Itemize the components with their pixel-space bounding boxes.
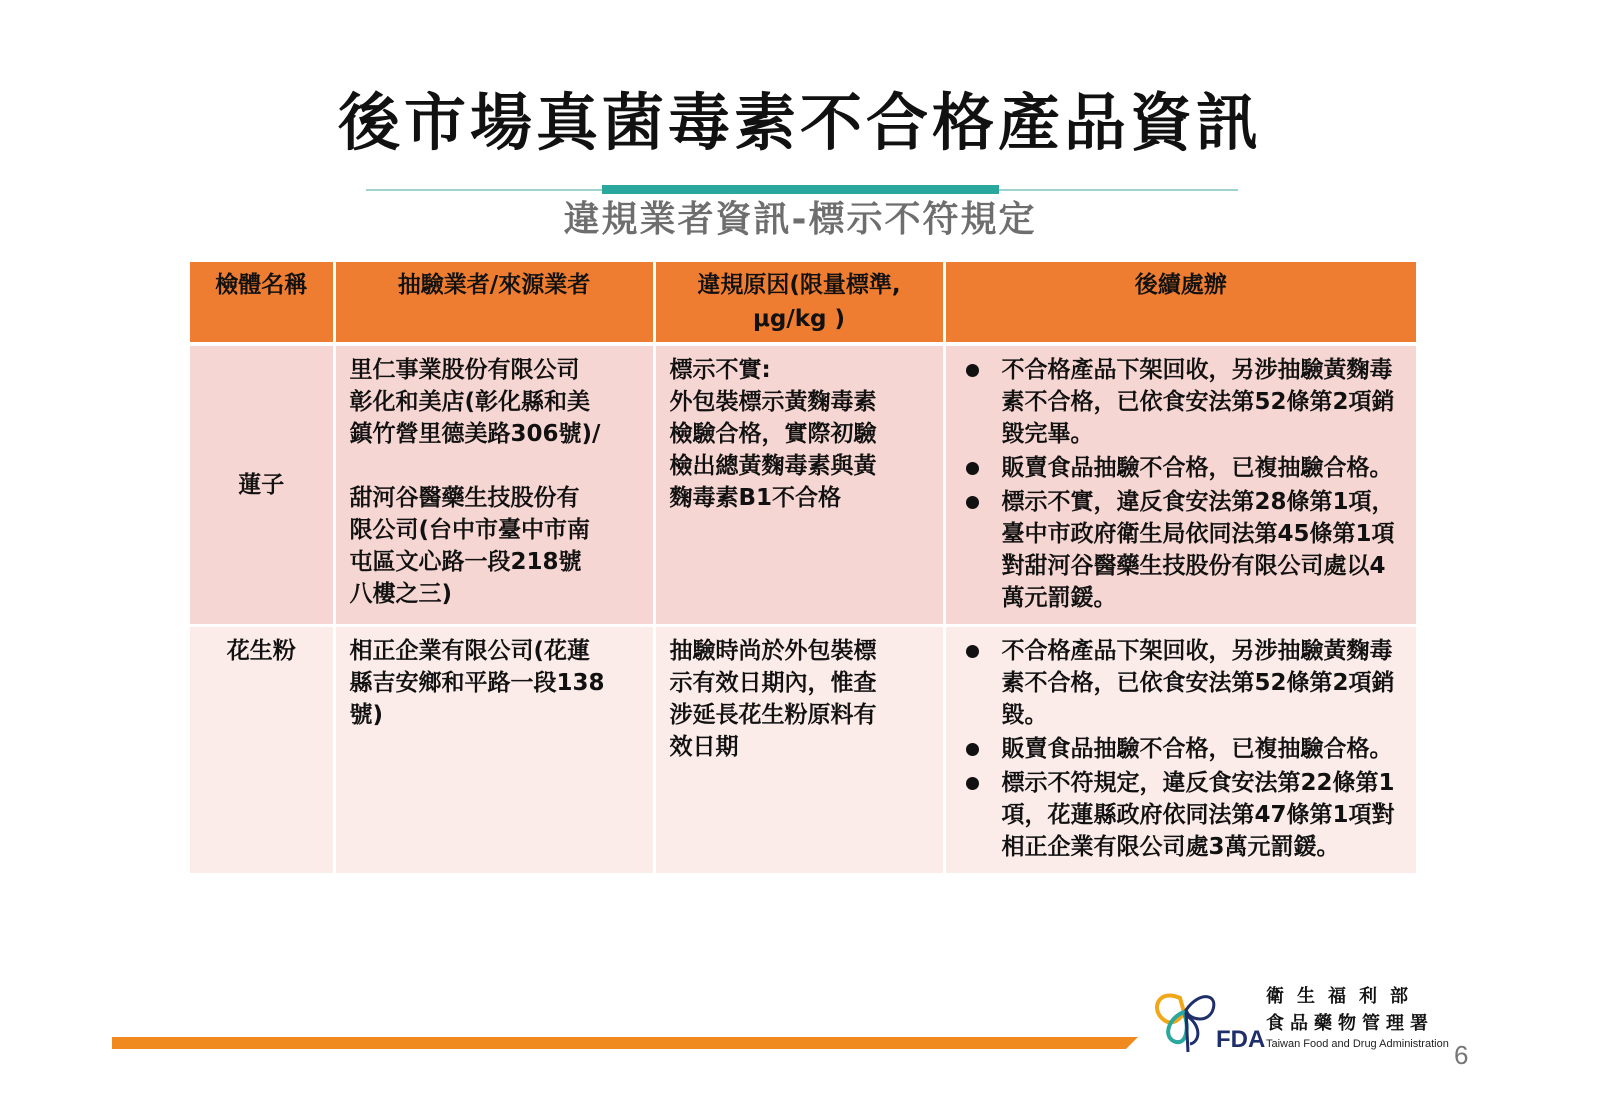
follow-up-text: 不合格產品下架回收，另涉抽驗黃麴毒素不合格，已依食安法第52條第2項銷毀。: [1001, 638, 1395, 728]
logo-org-line1: 衛生福利部: [1266, 986, 1421, 1007]
follow-up-item: [960, 767, 1403, 863]
bullet-icon: [966, 364, 979, 377]
logo-fda-text: FDA: [1216, 1026, 1266, 1053]
follow-up-text: 標示不實，違反食安法第28條第1項，臺中市政府衛生局依同法第45條第1項對甜河谷醫藥生技股份有限公司處以4萬元罰鍰。: [1001, 489, 1395, 611]
page-number: 6: [1454, 1040, 1469, 1070]
slide-title: 後市場真菌毒素不合格產品資訊: [337, 86, 1262, 159]
violation-table: [190, 262, 1416, 876]
vendor-cell: 相正企業有限公司(花蓮 縣吉安鄉和平路一段138 號): [334, 626, 654, 875]
table-row: [190, 344, 1416, 626]
slide-subtitle: 違規業者資訊-標示不符規定: [563, 199, 1037, 240]
footer-bar: [112, 1037, 1126, 1049]
bullet-icon: [966, 645, 979, 658]
follow-up-item: [960, 486, 1403, 614]
vendor-cell: 里仁事業股份有限公司 彰化和美店(彰化縣和美 鎮竹營里德美路306號)/ 甜河谷醫藥生技股份有 限公司(台中市臺中市南 屯區文心路一段218號 八樓之三): [334, 344, 654, 626]
bullet-icon: [966, 777, 979, 790]
logo-org-line2: 食品藥物管理署: [1266, 1013, 1434, 1034]
follow-up-text: 販賣食品抽驗不合格，已複抽驗合格。: [1001, 455, 1393, 481]
logo-org-english: Taiwan Food and Drug Administration: [1266, 1038, 1449, 1050]
footer-bar-tip: [1126, 1037, 1138, 1049]
follow-up-text: 販賣食品抽驗不合格，已複抽驗合格。: [1001, 736, 1393, 762]
table-header-row: [190, 262, 1416, 344]
follow-up-item: [960, 635, 1403, 731]
follow-up-cell: [944, 626, 1416, 875]
header-vendor: 抽驗業者/來源業者: [334, 262, 654, 344]
follow-up-list: [960, 354, 1403, 614]
sample-name-cell: 蓮子: [190, 344, 334, 626]
follow-up-item: [960, 733, 1403, 765]
follow-up-text: 不合格產品下架回收，另涉抽驗黃麴毒素不合格，已依食安法第52條第2項銷毀完畢。: [1001, 357, 1395, 447]
bullet-icon: [966, 462, 979, 475]
follow-up-item: [960, 354, 1403, 450]
table-row: [190, 626, 1416, 875]
title-divider-accent: [602, 185, 999, 194]
header-follow-up: 後續處辦: [944, 262, 1416, 344]
sample-name-cell: 花生粉: [190, 626, 334, 875]
follow-up-cell: [944, 344, 1416, 626]
follow-up-item: [960, 452, 1403, 484]
reason-cell: 標示不實: 外包裝標示黃麴毒素 檢驗合格，實際初驗 檢出總黃麴毒素與黃 麴毒素B1不合格: [654, 344, 944, 626]
follow-up-text: 標示不符規定，違反食安法第22條第1項，花蓮縣政府依同法第47條第1項對相正企業有限公司處3萬元罰鍰。: [1001, 770, 1395, 860]
follow-up-list: [960, 635, 1403, 863]
header-reason: 違規原因(限量標準, μg/kg ): [654, 262, 944, 344]
reason-cell: 抽驗時尚於外包裝標 示有效日期內，惟查 涉延長花生粉原料有 效日期: [654, 626, 944, 875]
header-sample-name: 檢體名稱: [190, 262, 334, 344]
bullet-icon: [966, 496, 979, 509]
bullet-icon: [966, 743, 979, 756]
fda-logo: [1150, 982, 1450, 1062]
